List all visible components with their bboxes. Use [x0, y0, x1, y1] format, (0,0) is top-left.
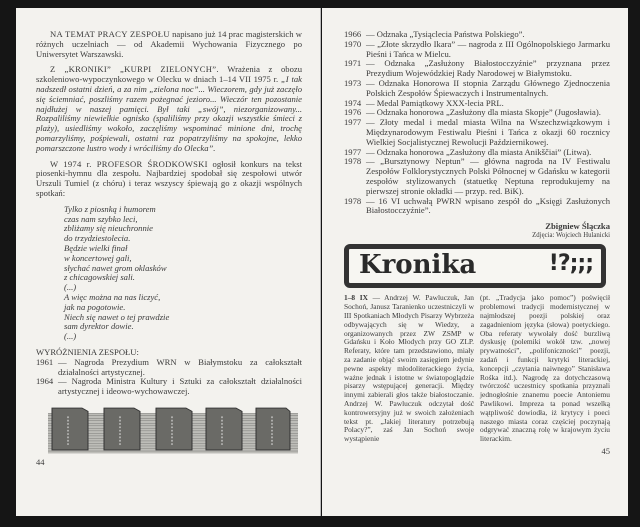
award-text: — Medal Pamiątkowy XXX-lecia PRL. — [366, 99, 610, 109]
poem-line: Tylko z piosnką i humorem — [64, 203, 156, 214]
left-page — [16, 8, 321, 516]
paragraph-lead: W 1974 r. PROFESOR ŚRODKOWSKI — [50, 158, 208, 169]
award-year: 1973 — [344, 77, 362, 88]
poem-line: sam dyrektor dowie. — [64, 321, 134, 332]
column-text: — Andrzej W. Pawluczuk, Jan Sochoń, Janusz Taranienko uczestniczyli w III Spotkaniach Młodych Pisarzy Wybrzeża odbywających się w Wiedzy, a organizowanych przez ZW ZSMP w Gdańsku i Koło Młodych przy GO ZLP. Referaty, które tam przedstawiono, miały za zadanie objąć swoim zasięgiem jedynie pewne aspekty młodoliterackiego życia, ważne jednak i istotne w światopoglądzie pisarzy wstępującej generacji. Między innymi zabierali głos także białostoczanie. Andrzej W. Pawluczuk odczytał dość kontrowersyjny już w swoich założeniach tekst pt. „Jakiej literatury potrzebują Polacy?”, zaś Jan Sochoń swoje wystąpienie — [344, 293, 474, 444]
page-number: 44 — [36, 456, 45, 467]
award-text: — Odznaka honorowa „Zasłużony dla miasta Skopje” (Jugosławia). — [366, 108, 610, 118]
award-item — [344, 118, 610, 147]
award-item — [36, 358, 302, 378]
award-item — [344, 157, 610, 196]
left-page-flow — [36, 30, 302, 467]
paragraph-text: Wrażenia z obozu szkoleniowo-wypoczynkowego w Olecku w dniach 1–14 VII 1975 r. — [36, 64, 302, 85]
award-year: 1971 — [344, 58, 362, 69]
award-text: — Odznaka „Tysiąclecia Państwa Polskiego”. — [366, 30, 610, 40]
paragraph-text: napisano już 14 prac magisterskich w różnych uczelniach — od Akademii Wychowania Fizycznego po Uniwersytet Warszawski. — [36, 29, 302, 59]
paragraph-lead: NA TEMAT PRACY ZESPOŁU — [50, 29, 170, 39]
poem — [64, 205, 302, 342]
poem-line: z chicagowskiej sali. — [64, 272, 135, 283]
awards-list — [344, 30, 610, 216]
award-text: — Nagroda Prezydium WRN w Białymstoku za całokształt działalności artystycznej. — [58, 358, 302, 378]
right-page — [322, 8, 628, 516]
award-year: 1976 — [344, 107, 362, 118]
poem-line: Niech się nawet o tej prawdzie — [64, 311, 170, 322]
kronika-columns — [344, 294, 610, 444]
award-text: — Odznaka Honorowa II stopnia Zarządu Głównego Zjednoczenia Polskich Zespołów Śpiewaczych i Instrumentalnych. — [366, 79, 610, 99]
award-item — [344, 59, 610, 79]
exclamation-question-icon: !?;;; — [548, 251, 593, 277]
award-year: 1978 — [344, 195, 362, 206]
photo-credit: Zdjęcia: Wojciech Hulanicki — [532, 231, 610, 239]
poem-line: (...) — [64, 331, 77, 342]
poem-line: czas nam szybko leci, — [64, 213, 138, 224]
award-text: — „Bursztynowy Neptun” — główna nagroda na IV Festiwalu Zespołów Folklorystycznych Polski Północnej w Gdańsku w kategorii zespołów stylizowanych (statuetkę Neptuna reprodukujemy na pierwszej stronie okładki — przyp. red. BiK). — [366, 157, 610, 196]
poem-line: (...) — [64, 282, 77, 293]
poem-line: A więc można na nas liczyć, — [64, 291, 161, 302]
award-text: — 16 VI uchwałą PWRN wpisano zespół do „Księgi Zasłużonych Białostocczyźnie”. — [366, 197, 610, 217]
author-name: Zbigniew Ślączka — [545, 221, 610, 232]
column-left — [344, 294, 474, 444]
award-item — [344, 197, 610, 217]
award-year: 1970 — [344, 38, 362, 49]
page-number: 45 — [601, 445, 610, 456]
poem-line: słychać nawet grom oklasków — [64, 262, 167, 273]
section-title: Kronika — [359, 250, 477, 281]
poem-line: do trzydziestolecia. — [64, 233, 131, 244]
paragraph-lead: Z „KRONIKI” „KURPI ZIELONYCH”. — [50, 64, 219, 75]
award-item — [344, 40, 610, 60]
awards-section — [36, 348, 302, 397]
mugs-illustration — [48, 403, 298, 455]
award-year: 1961 — [36, 356, 54, 367]
award-text: — Odznaka honorowa „Zasłużony dla miasta Anikščiai” (Litwa). — [366, 148, 610, 158]
quote-text: „I tak nadszedł ostatni dzień, a za nim „zielona noc”... Wieczorem, gdy już zaczęło się ściemniać, poszliśmy razem pożegnać jezioro... Wieczór ten pozostanie najdłużej w naszej pamięci. Był taki „swój”, niezorganizowany... Rozpaliliśmy niewielkie ognisko (spaliliśmy przy okazji wszystkie śmieci z plaży), usiedliśmy wokoło, zaczęliśmy wspominać minione dni, trochę pomarzyliśmy, pośpiewali, ostatni raz popatrzyliśmy na spokojne, lekko pomarszczone lustro wody i wróciliśmy do Olecka”. — [36, 74, 302, 153]
award-text: — Złoty medal i medal miasta Wilna na Wszechzwiązkowym i Międzynarodowym Festiwalu Pieśni i Tańca z okazji 60 rocznicy Wielkiej Socjalistycznej Rewolucji Październikowej. — [366, 118, 610, 147]
column-right: (pt. „Tradycja jako pomoc”) poświęcił problemowi tradycji modernistycznej w najmłodszej poezji polskiej oraz zagadnieniom języka (słowa) poetyckiego. Oba referaty wywołały dość burzliwą dyskusję (polemiki wokół tzw. „nowej prywatności”, „polifoniczności” poezji, zadań i funkcji krytyki literackiej, koncepcji „czytania naiwnego” Stanisława Rośka itd.). Nagrodę za dotychczasową twórczość uczestnicy spotkania przyznali jednogłośnie znanemu poecie Antoniemu Pawlikowi. Impreza ta ponad wszelką wątpliwość dowiodła, iż krytycy i poeci naszego miasta coraz częściej poczynają odgrywać znaczną rolę w krajowym życiu literackim. — [480, 293, 610, 444]
award-text: — Odznaka „Zasłużony Białostocczyźnie” przyznana przez Prezydium Wojewódzkiej Rady Narodowej w Białymstoku. — [366, 59, 610, 79]
award-text: — „Złote skrzydło Ikara” — nagroda z III Ogólnopolskiego Jarmarku Pieśni i Tańca w Mielcu. — [366, 40, 610, 60]
award-year: 1966 — [344, 29, 362, 39]
poem-line: Będzie wielki finał — [64, 242, 128, 253]
paragraph-text: ogłosił konkurs na tekst piosenki-hymnu dla zespołu. Najbardziej spodobał się zespołowi utwór Urszuli Tumiel (z chóru) i teraz wszyscy śpiewają go z okazji wspólnych spotkań: — [36, 158, 303, 198]
award-year: 1974 — [344, 97, 362, 108]
award-year: 1978 — [344, 156, 362, 167]
paragraph-thesis — [36, 30, 302, 59]
awards-heading: WYRÓŻNIENIA ZESPOŁU: — [36, 346, 139, 357]
date-lead: 1–8 IX — [344, 293, 368, 303]
right-page-flow — [344, 30, 610, 456]
poem-line: w koncertowej gali, — [64, 252, 132, 263]
poem-line: jak na pogotowie. — [64, 301, 126, 312]
award-item — [36, 377, 302, 397]
award-year: 1964 — [36, 376, 54, 387]
award-item — [344, 79, 610, 99]
poem-line: zbliżamy się nieuchronnie — [64, 223, 153, 234]
paragraph-chronicle — [36, 65, 302, 153]
kronika-header-box — [344, 244, 606, 288]
paragraph-anthem — [36, 160, 302, 199]
award-year: 1977 — [344, 117, 362, 128]
award-year: 1977 — [344, 146, 362, 157]
award-text: — Nagroda Ministra Kultury i Sztuki za całokształt działalności artystycznej i ideowo-wychowawczej. — [58, 377, 302, 397]
